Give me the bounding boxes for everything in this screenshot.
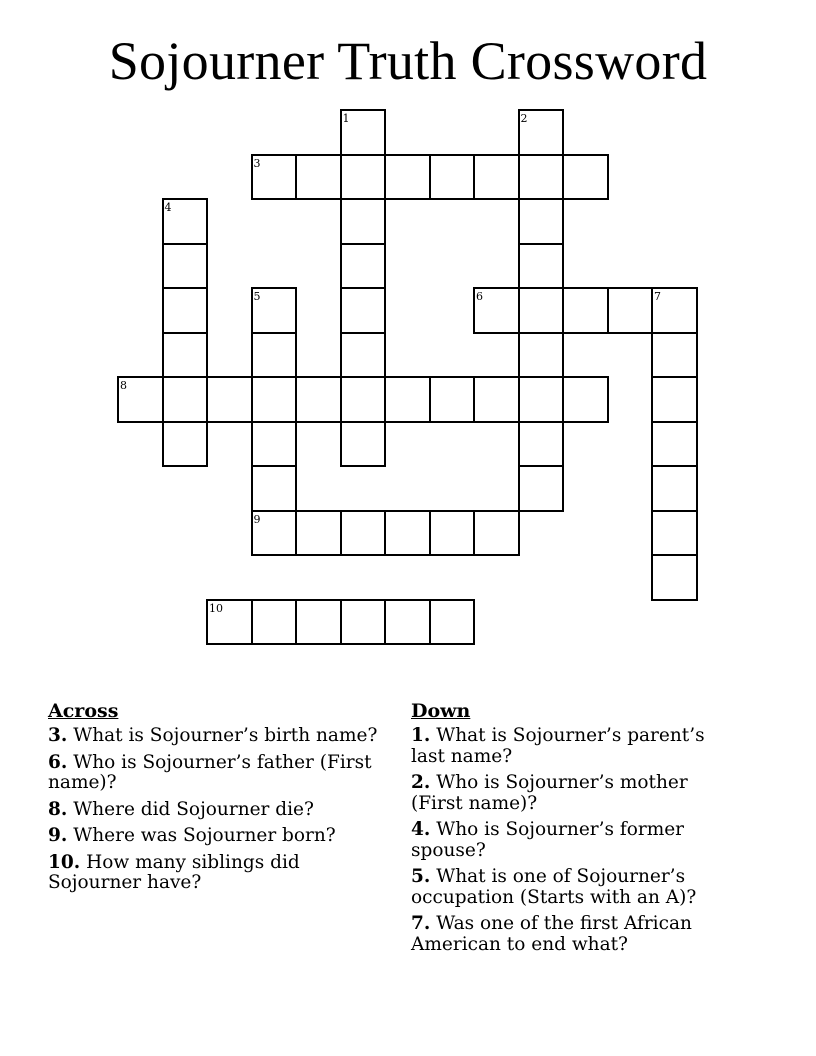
grid-line bbox=[162, 421, 164, 468]
grid-line bbox=[651, 287, 653, 334]
grid-cell[interactable] bbox=[519, 199, 564, 244]
grid-line bbox=[340, 198, 342, 245]
grid-cell[interactable] bbox=[296, 155, 341, 200]
grid-line bbox=[473, 510, 475, 557]
grid-line bbox=[340, 109, 387, 111]
grid-line bbox=[295, 154, 297, 201]
grid-line bbox=[117, 376, 164, 378]
grid-cell[interactable] bbox=[652, 511, 697, 556]
grid-cell[interactable] bbox=[519, 155, 564, 200]
grid-line bbox=[340, 243, 387, 245]
grid-line bbox=[651, 554, 698, 556]
grid-cell[interactable] bbox=[341, 199, 386, 244]
grid-line bbox=[429, 421, 476, 423]
grid-line bbox=[696, 287, 698, 334]
grid-line bbox=[251, 599, 298, 601]
grid-line bbox=[562, 376, 609, 378]
grid-line bbox=[295, 154, 342, 156]
grid-line bbox=[651, 510, 698, 512]
grid-cell[interactable] bbox=[163, 244, 208, 289]
grid-line bbox=[384, 376, 386, 423]
grid-line bbox=[162, 243, 209, 245]
grid-line bbox=[473, 287, 475, 334]
grid-line bbox=[295, 599, 342, 601]
grid-line bbox=[295, 198, 342, 200]
grid-line bbox=[384, 599, 431, 601]
grid-line bbox=[429, 154, 476, 156]
grid-line bbox=[295, 376, 342, 378]
grid-line bbox=[651, 465, 698, 467]
grid-line bbox=[384, 154, 386, 201]
grid-line bbox=[340, 243, 342, 290]
grid-line bbox=[206, 287, 208, 334]
grid-line bbox=[384, 376, 431, 378]
grid-cell[interactable] bbox=[163, 333, 208, 378]
grid-line bbox=[162, 198, 209, 200]
grid-cell[interactable] bbox=[608, 288, 653, 333]
grid-cell[interactable] bbox=[519, 377, 564, 422]
grid-line bbox=[518, 198, 565, 200]
grid-cell[interactable] bbox=[341, 333, 386, 378]
grid-line bbox=[295, 287, 297, 334]
grid-line bbox=[295, 376, 297, 423]
across-clues bbox=[48, 700, 388, 900]
grid-line bbox=[518, 287, 565, 289]
grid-line bbox=[117, 421, 164, 423]
grid-line bbox=[518, 510, 520, 557]
grid-line bbox=[340, 332, 387, 334]
clue-number-5: 5 bbox=[253, 290, 261, 303]
grid-cell[interactable] bbox=[341, 422, 386, 467]
grid-line bbox=[340, 465, 387, 467]
clue-across-6: 6. Who is Sojourner’s father (First name)? bbox=[48, 751, 372, 793]
grid-line bbox=[340, 376, 387, 378]
grid-line bbox=[251, 376, 298, 378]
grid-cell[interactable] bbox=[563, 288, 608, 333]
grid-line bbox=[429, 599, 476, 601]
grid-line bbox=[162, 332, 164, 379]
grid-line bbox=[429, 510, 476, 512]
grid-cell[interactable] bbox=[430, 600, 475, 645]
grid-line bbox=[206, 376, 208, 423]
clue-down-1: 1. What is Sojourner’s parent’s last name? bbox=[411, 725, 705, 767]
grid-line bbox=[340, 287, 342, 334]
grid-line bbox=[251, 332, 298, 334]
down-clues bbox=[411, 700, 741, 961]
grid-line bbox=[518, 421, 520, 468]
grid-line bbox=[251, 198, 298, 200]
grid-line bbox=[429, 599, 431, 646]
grid-line bbox=[340, 376, 342, 423]
grid-line bbox=[251, 376, 253, 423]
grid-line bbox=[251, 554, 298, 556]
grid-cell[interactable] bbox=[652, 466, 697, 511]
grid-line bbox=[162, 376, 164, 423]
clue-across-10: 10. How many siblings did Sojourner have? bbox=[48, 851, 300, 893]
grid-cell[interactable] bbox=[341, 244, 386, 289]
grid-line bbox=[384, 599, 386, 646]
grid-line bbox=[651, 287, 698, 289]
grid-line bbox=[384, 421, 386, 468]
grid-line bbox=[607, 376, 609, 423]
grid-line bbox=[206, 332, 208, 379]
grid-line bbox=[562, 376, 564, 423]
grid-line bbox=[651, 332, 653, 379]
grid-cell[interactable] bbox=[474, 377, 519, 422]
grid-line bbox=[295, 599, 297, 646]
clue-down-4: 4. Who is Sojourner’s former spouse? bbox=[411, 819, 685, 861]
grid-line bbox=[696, 554, 698, 601]
grid-cell[interactable] bbox=[341, 600, 386, 645]
grid-line bbox=[384, 198, 431, 200]
grid-line bbox=[518, 376, 565, 378]
grid-line bbox=[251, 465, 298, 467]
clue-number-1: 1 bbox=[342, 112, 350, 125]
grid-line bbox=[251, 599, 253, 646]
grid-line bbox=[696, 332, 698, 379]
grid-line bbox=[518, 287, 520, 334]
grid-line bbox=[429, 376, 476, 378]
grid-line bbox=[340, 510, 387, 512]
grid-line bbox=[429, 510, 431, 557]
grid-line bbox=[206, 599, 253, 601]
grid-line bbox=[384, 198, 386, 245]
grid-line bbox=[607, 287, 609, 334]
grid-line bbox=[562, 243, 564, 290]
grid-line bbox=[518, 154, 520, 201]
grid-line bbox=[162, 243, 164, 290]
grid-line bbox=[340, 198, 387, 200]
grid-line bbox=[295, 332, 297, 379]
grid-line bbox=[340, 154, 342, 201]
grid-line bbox=[607, 287, 654, 289]
grid-cell[interactable] bbox=[519, 288, 564, 333]
grid-cell[interactable] bbox=[563, 377, 608, 422]
grid-cell[interactable] bbox=[430, 511, 475, 556]
grid-line bbox=[384, 109, 386, 156]
grid-cell[interactable] bbox=[163, 288, 208, 333]
grid-line bbox=[340, 599, 387, 601]
down-heading: Down bbox=[411, 700, 471, 722]
grid-line bbox=[162, 376, 209, 378]
grid-line bbox=[384, 510, 431, 512]
grid-line bbox=[651, 421, 698, 423]
grid-line bbox=[651, 376, 698, 378]
grid-line bbox=[206, 599, 208, 646]
grid-line bbox=[518, 510, 565, 512]
grid-cell[interactable] bbox=[252, 600, 297, 645]
grid-line bbox=[206, 198, 208, 245]
grid-line bbox=[696, 465, 698, 512]
grid-line bbox=[251, 287, 253, 334]
grid-line bbox=[518, 243, 565, 245]
grid-line bbox=[295, 421, 342, 423]
clue-down-5: 5. What is one of Sojourner’s occupation (Starts with an A)? bbox=[411, 866, 697, 908]
grid-cell[interactable] bbox=[519, 466, 564, 511]
grid-line bbox=[117, 376, 119, 423]
grid-line bbox=[295, 465, 297, 512]
grid-line bbox=[473, 376, 520, 378]
grid-line bbox=[518, 465, 520, 512]
grid-line bbox=[562, 109, 564, 156]
grid-line bbox=[429, 376, 431, 423]
grid-cell[interactable] bbox=[341, 288, 386, 333]
grid-line bbox=[295, 510, 342, 512]
clue-number-7: 7 bbox=[654, 290, 661, 303]
grid-cell[interactable] bbox=[252, 422, 297, 467]
grid-line bbox=[473, 154, 475, 201]
grid-line bbox=[384, 421, 431, 423]
clue-number-2: 2 bbox=[520, 112, 528, 125]
grid-cell[interactable] bbox=[652, 422, 697, 467]
grid-line bbox=[251, 421, 253, 468]
grid-line bbox=[340, 599, 342, 646]
grid-line bbox=[518, 421, 565, 423]
grid-line bbox=[518, 109, 520, 156]
grid-line bbox=[162, 421, 209, 423]
grid-line bbox=[696, 510, 698, 557]
grid-line bbox=[696, 376, 698, 423]
grid-cell[interactable] bbox=[519, 422, 564, 467]
grid-cell[interactable] bbox=[519, 333, 564, 378]
grid-line bbox=[251, 287, 298, 289]
grid-line bbox=[473, 332, 520, 334]
clue-down-2: 2. Who is Sojourner’s mother (First name)? bbox=[411, 772, 688, 814]
clue-number-3: 3 bbox=[253, 156, 261, 170]
grid-line bbox=[251, 154, 253, 201]
grid-line bbox=[384, 510, 386, 557]
grid-line bbox=[340, 109, 342, 156]
grid-line bbox=[473, 554, 520, 556]
grid-line bbox=[206, 643, 253, 645]
grid-line bbox=[295, 554, 342, 556]
grid-cell[interactable] bbox=[652, 555, 697, 600]
grid-line bbox=[162, 198, 164, 245]
grid-line bbox=[340, 643, 387, 645]
grid-line bbox=[429, 554, 476, 556]
clue-number-8: 8 bbox=[120, 379, 127, 392]
grid-line bbox=[473, 376, 475, 423]
grid-line bbox=[473, 287, 520, 289]
grid-line bbox=[562, 421, 564, 468]
clue-number-6: 6 bbox=[476, 290, 483, 303]
grid-cell[interactable] bbox=[163, 377, 208, 422]
grid-line bbox=[473, 198, 520, 200]
grid-cell[interactable] bbox=[652, 377, 697, 422]
grid-cell[interactable] bbox=[252, 333, 297, 378]
grid-cell[interactable] bbox=[341, 155, 386, 200]
grid-line bbox=[340, 421, 387, 423]
grid-line bbox=[340, 510, 342, 557]
grid-line bbox=[384, 643, 431, 645]
clue-across-8: 8. Where did Sojourner die? bbox=[48, 798, 314, 820]
grid-line bbox=[162, 332, 209, 334]
grid-line bbox=[562, 154, 609, 156]
clue-number-10: 10 bbox=[209, 601, 223, 615]
grid-line bbox=[429, 643, 476, 645]
grid-line bbox=[384, 243, 386, 290]
grid-line bbox=[562, 287, 564, 334]
grid-line bbox=[429, 198, 476, 200]
grid-line bbox=[384, 287, 386, 334]
grid-cell[interactable] bbox=[430, 377, 475, 422]
grid-line bbox=[384, 332, 386, 379]
grid-line bbox=[518, 465, 565, 467]
grid-line bbox=[340, 554, 387, 556]
grid-cell[interactable] bbox=[252, 466, 297, 511]
grid-line bbox=[162, 465, 209, 467]
grid-cell[interactable] bbox=[474, 155, 519, 200]
grid-line bbox=[562, 421, 609, 423]
grid-line bbox=[518, 332, 565, 334]
grid-line bbox=[340, 421, 342, 468]
grid-line bbox=[162, 287, 164, 334]
grid-line bbox=[206, 421, 253, 423]
clue-across-9: 9. Where was Sojourner born? bbox=[48, 825, 336, 846]
grid-cell[interactable] bbox=[385, 155, 430, 200]
grid-line bbox=[384, 154, 431, 156]
grid-cell[interactable] bbox=[563, 155, 608, 200]
grid-cell[interactable] bbox=[430, 155, 475, 200]
grid-line bbox=[562, 332, 609, 334]
clue-across-3: 3. What is Sojourner’s birth name? bbox=[48, 725, 378, 746]
grid-cell[interactable] bbox=[296, 600, 341, 645]
grid-cell[interactable] bbox=[296, 377, 341, 422]
grid-line bbox=[562, 465, 564, 512]
grid-line bbox=[562, 198, 564, 245]
grid-cell[interactable] bbox=[385, 600, 430, 645]
grid-cell[interactable] bbox=[385, 377, 430, 422]
grid-line bbox=[518, 109, 565, 111]
grid-line bbox=[295, 643, 342, 645]
clue-number-9: 9 bbox=[253, 512, 261, 526]
grid-line bbox=[518, 332, 520, 379]
grid-line bbox=[206, 421, 208, 468]
grid-line bbox=[696, 421, 698, 468]
grid-line bbox=[562, 198, 609, 200]
grid-line bbox=[206, 243, 208, 290]
grid-cell[interactable] bbox=[341, 377, 386, 422]
grid-line bbox=[473, 510, 520, 512]
grid-line bbox=[340, 332, 342, 379]
grid-line bbox=[251, 510, 298, 512]
grid-line bbox=[651, 376, 653, 423]
grid-line bbox=[340, 154, 387, 156]
grid-line bbox=[518, 376, 520, 423]
grid-cell[interactable] bbox=[163, 422, 208, 467]
grid-line bbox=[651, 554, 653, 601]
grid-cell[interactable] bbox=[652, 333, 697, 378]
grid-line bbox=[518, 198, 520, 245]
grid-line bbox=[251, 643, 298, 645]
grid-cell[interactable] bbox=[252, 377, 297, 422]
grid-line bbox=[251, 510, 253, 557]
grid-line bbox=[607, 332, 654, 334]
grid-line bbox=[251, 332, 253, 379]
grid-line bbox=[429, 154, 431, 201]
grid-line bbox=[295, 510, 297, 557]
across-heading: Across bbox=[48, 700, 119, 722]
grid-cell[interactable] bbox=[385, 511, 430, 556]
grid-line bbox=[518, 154, 565, 156]
grid-line bbox=[251, 421, 298, 423]
grid-line bbox=[651, 465, 653, 512]
grid-line bbox=[473, 421, 520, 423]
grid-line bbox=[607, 154, 609, 201]
grid-line bbox=[251, 465, 253, 512]
grid-line bbox=[651, 599, 698, 601]
grid-line bbox=[206, 376, 253, 378]
clue-number-4: 4 bbox=[164, 201, 172, 214]
grid-line bbox=[340, 287, 387, 289]
grid-cell[interactable] bbox=[207, 377, 252, 422]
grid-cell[interactable] bbox=[519, 244, 564, 289]
grid-line bbox=[562, 154, 564, 201]
grid-cell[interactable] bbox=[474, 511, 519, 556]
grid-line bbox=[251, 154, 298, 156]
grid-line bbox=[473, 599, 475, 646]
grid-line bbox=[473, 154, 520, 156]
grid-line bbox=[162, 287, 209, 289]
grid-line bbox=[651, 421, 653, 468]
grid-line bbox=[651, 510, 653, 557]
page-title: Sojourner Truth Crossword bbox=[108, 31, 708, 91]
grid-line bbox=[562, 287, 609, 289]
grid-cell[interactable] bbox=[296, 511, 341, 556]
grid-line bbox=[562, 332, 564, 379]
clue-down-7: 7. Was one of the first African American to end what? bbox=[411, 913, 692, 955]
grid-cell[interactable] bbox=[341, 511, 386, 556]
grid-line bbox=[518, 243, 520, 290]
grid-line bbox=[384, 554, 431, 556]
grid-line bbox=[295, 421, 297, 468]
grid-line bbox=[651, 332, 698, 334]
